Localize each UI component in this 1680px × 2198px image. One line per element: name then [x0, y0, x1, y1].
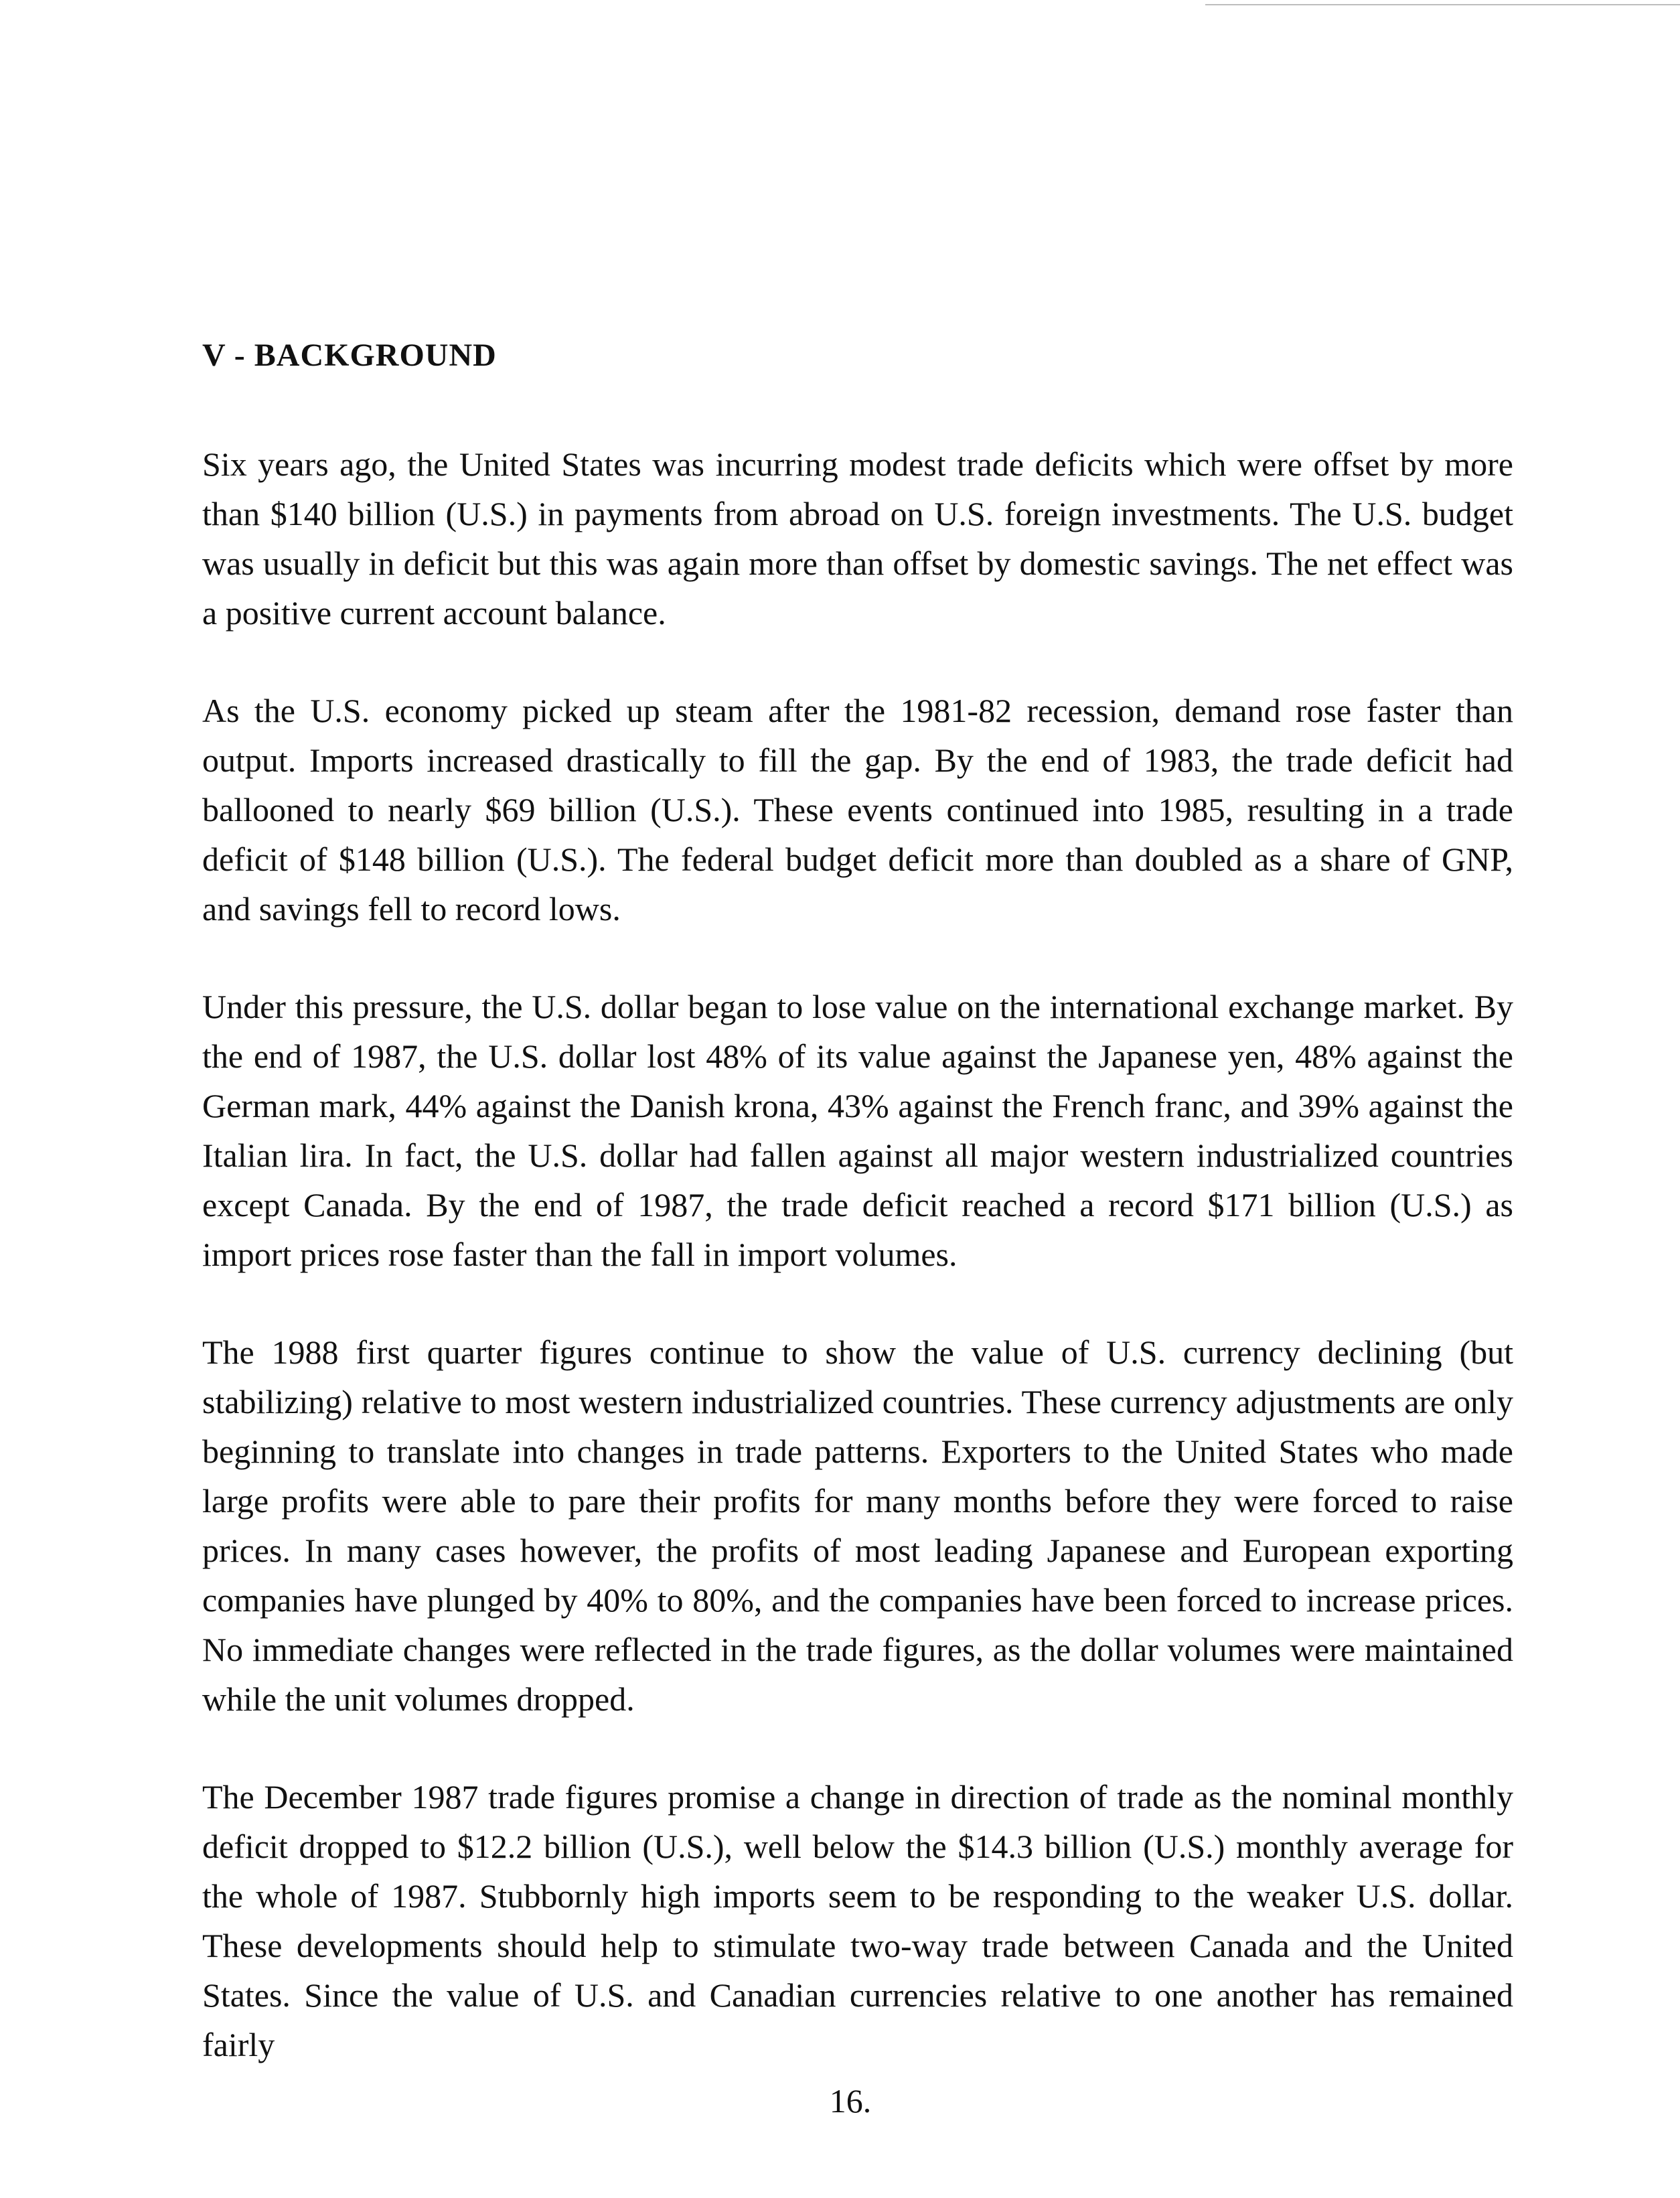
paragraph-2: As the U.S. economy picked up steam after the 1981-82 recession, demand rose faster than output. Imports increased drastically to fill the gap. By the end of 1983, the trade deficit had ballooned to nearly $69 billion (U.S.). These events continued into 1985, resulting in a trade deficit of $148 billion (U.S.). The federal budget deficit more than doubled as a share of GNP, and savings fell to record lows.: [202, 691, 1513, 928]
page-body: [202, 338, 1513, 2118]
paragraph-4: The 1988 first quarter figures continue to show the value of U.S. currency declining (but stabilizing) relative to most western industrialized countries. These currency adjustments are only beginning to translate into changes in trade patterns. Exporters to the United States who made large profits were able to pare their profits for many months before they were forced to raise prices. In many cases however, the profits of most leading Japanese and European exporting companies have plunged by 40% to 80%, and the companies have been forced to increase prices. No immediate changes were reflected in the trade figures, as the dollar volumes were maintained while the unit volumes dropped.: [202, 1333, 1513, 1718]
paragraph-1: Six years ago, the United States was incurring modest trade deficits which were offset by more than $140 billion (U.S.) in payments from abroad on U.S. foreign investments. The U.S. budget was usually in deficit but this was again more than offset by domestic savings. The net effect was a positive current account balance.: [202, 445, 1513, 632]
scan-edge-line: [1205, 4, 1680, 5]
page-number: 16.: [829, 2082, 872, 2120]
paragraph-5: The December 1987 trade figures promise a change in direction of trade as the nominal monthly deficit dropped to $12.2 billion (U.S.), well below the $14.3 billion (U.S.) monthly average for the whole of 1987. Stubbornly high imports seem to be responding to the weaker U.S. dollar. These developments should help to stimulate two-way trade between Canada and the United States. Since the value of U.S. and Canadian currencies relative to one another has remained fairly: [202, 1777, 1513, 2063]
paragraph-3: Under this pressure, the U.S. dollar began to lose value on the international exchange market. By the end of 1987, the U.S. dollar lost 48% of its value against the Japanese yen, 48% against the German mark, 44% against the Danish krona, 43% against the French franc, and 39% against the Italian lira. In fact, the U.S. dollar had fallen against all major western industrialized countries except Canada. By the end of 1987, the trade deficit reached a record $171 billion (U.S.) as import prices rose faster than the fall in import volumes.: [202, 987, 1513, 1273]
section-heading: V - BACKGROUND: [202, 338, 497, 373]
